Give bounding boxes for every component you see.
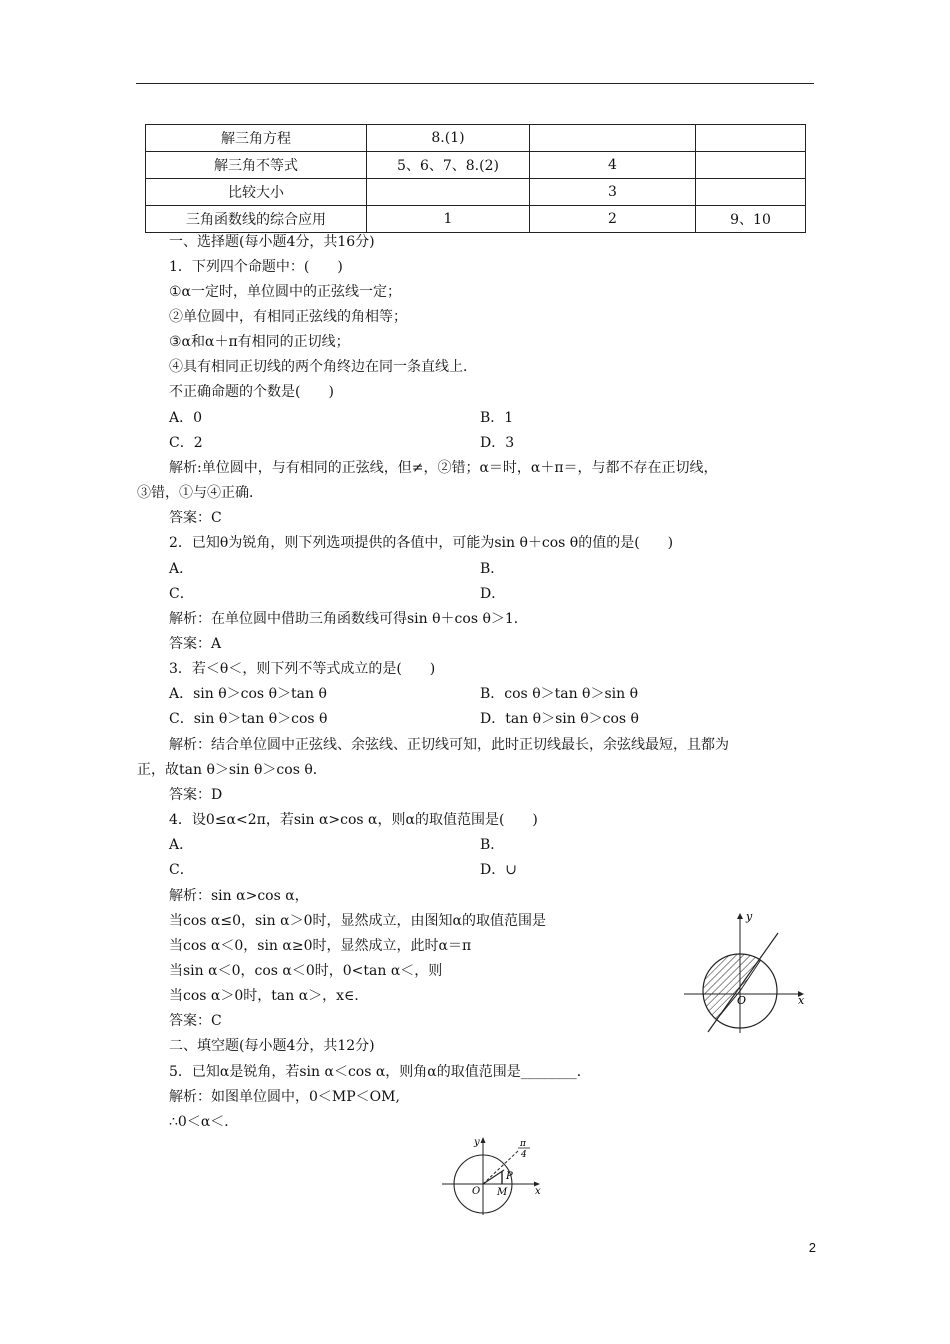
- x-label: x: [798, 994, 805, 1007]
- answer-3: 答案：D: [169, 787, 223, 803]
- option-c: C．: [169, 862, 194, 878]
- table-cell: 1: [367, 206, 530, 233]
- table-row: [146, 125, 806, 152]
- p-label: P: [506, 1171, 513, 1182]
- option-a: A．: [169, 837, 194, 853]
- x-label: x: [535, 1186, 541, 1197]
- section-heading-fill: 二、填空题(每小题4分，共12分): [169, 1038, 375, 1054]
- y-axis-arrow: [737, 913, 743, 919]
- question-5: 5．已知α是锐角，若sin α＜cos α，则角α的取值范围是________．: [169, 1064, 591, 1080]
- table-cell: 9、10: [696, 206, 806, 233]
- analysis-2: 解析：在单位圆中借助三角函数线可得sin θ＋cos θ＞1．: [169, 611, 528, 627]
- answer-2: 答案：A: [169, 636, 222, 652]
- table-cell: [696, 152, 806, 179]
- table-cell: 三角函数线的综合应用: [146, 206, 367, 233]
- pi-label: π: [520, 1139, 526, 1149]
- analysis-1-cont: ③错，①与④正确．: [137, 485, 263, 501]
- table-cell: [367, 179, 530, 206]
- option-d: D．∪: [480, 862, 517, 878]
- table-cell: 5、6、7、8.(2): [367, 152, 530, 179]
- table-cell: 解三角不等式: [146, 152, 367, 179]
- table-row: [146, 206, 806, 233]
- analysis-4-case4: 当cos α＞0时，tan α＞，x∈．: [169, 988, 369, 1004]
- statement-4: ④具有相同正切线的两个角终边在同一条直线上．: [169, 359, 477, 375]
- table-cell: 8.(1): [367, 125, 530, 152]
- option-b: B．: [480, 561, 505, 577]
- knowledge-table: [145, 124, 806, 233]
- option-b: B．1: [480, 410, 514, 426]
- option-d: D．tan θ＞sin θ＞cos θ: [480, 711, 639, 727]
- option-b: B．cos θ＞tan θ＞sin θ: [480, 686, 639, 702]
- table-row: [146, 179, 806, 206]
- angle-ray: [483, 1170, 504, 1184]
- answer-1: 答案：C: [169, 510, 222, 526]
- option-c: C．: [169, 586, 194, 602]
- y-axis-arrow: [481, 1137, 486, 1143]
- statement-1: ①α一定时，单位圆中的正弦线一定；: [169, 284, 402, 300]
- page-number: 2: [808, 1240, 816, 1255]
- option-c: C．2: [169, 435, 203, 451]
- question-3: 3．若＜θ＜，则下列不等式成立的是( ): [169, 661, 436, 677]
- analysis-3-cont: 正，故tan θ＞sin θ＞cos θ．: [137, 762, 327, 778]
- table-cell: [530, 125, 696, 152]
- answer-4: 答案：C: [169, 1013, 222, 1029]
- analysis-5: 解析：如图单位圆中，0＜MP＜OM,: [169, 1089, 400, 1105]
- table-cell: 3: [530, 179, 696, 206]
- origin-label: O: [472, 1186, 481, 1197]
- option-d: D．3: [480, 435, 515, 451]
- table-cell: 比较大小: [146, 179, 367, 206]
- table-cell: 解三角方程: [146, 125, 367, 152]
- table-cell: [696, 125, 806, 152]
- analysis-5-result: ∴0＜α＜．: [169, 1114, 239, 1130]
- analysis-4-case1: 当cos α≤0，sin α＞0时，显然成立，由图知α的取值范围是: [169, 913, 546, 929]
- option-b: B．: [480, 837, 505, 853]
- question-1: 1．下列四个命题中：( ): [169, 259, 343, 275]
- unit-circle-figure-2: [438, 1133, 548, 1217]
- unit-circle-figure-1: [680, 905, 810, 1035]
- analysis-4-case3: 当sin α＜0，cos α＜0时，0<tan α＜，则: [169, 963, 443, 979]
- m-label: M: [497, 1187, 508, 1198]
- section-heading-choice: 一、选择题(每小题4分，共16分): [169, 234, 375, 250]
- table-cell: [696, 179, 806, 206]
- question-1-prompt: 不正确命题的个数是( ): [169, 384, 334, 400]
- option-a: A．: [169, 561, 194, 577]
- option-a: A．sin θ＞cos θ＞tan θ: [169, 686, 327, 702]
- option-c: C．sin θ＞tan θ＞cos θ: [169, 711, 328, 727]
- table-cell: 4: [530, 152, 696, 179]
- statement-2: ②单位圆中，有相同正弦线的角相等；: [169, 309, 407, 325]
- analysis-3: 解析：结合单位圆中正弦线、余弦线、正切线可知，此时正切线最长，余弦线最短，且都为: [169, 737, 729, 753]
- header-rule: [136, 83, 814, 84]
- y-label: y: [746, 910, 753, 923]
- analysis-1: 解析:单位圆中，与有相同的正弦线，但≠，②错；α＝时，α＋π＝，与都不存在正切线，: [169, 460, 718, 476]
- analysis-4-case2: 当cos α＜0，sin α≥0时，显然成立，此时α＝π: [169, 938, 472, 954]
- question-4: 4．设0≤α<2π，若sin α>cos α，则α的取值范围是( ): [169, 812, 538, 828]
- table-row: [146, 152, 806, 179]
- option-a: A．0: [169, 410, 203, 426]
- option-d: D．: [480, 586, 506, 602]
- origin-label: O: [737, 994, 747, 1007]
- question-2: 2．已知θ为锐角，则下列选项提供的各值中，可能为sin θ＋cos θ的值的是( ): [169, 535, 674, 551]
- statement-3: ③α和α＋π有相同的正切线；: [169, 334, 350, 350]
- analysis-4: 解析：sin α>cos α，: [169, 888, 309, 904]
- four-label: 4: [521, 1150, 527, 1160]
- table-cell: 2: [530, 206, 696, 233]
- y-label: y: [474, 1137, 480, 1148]
